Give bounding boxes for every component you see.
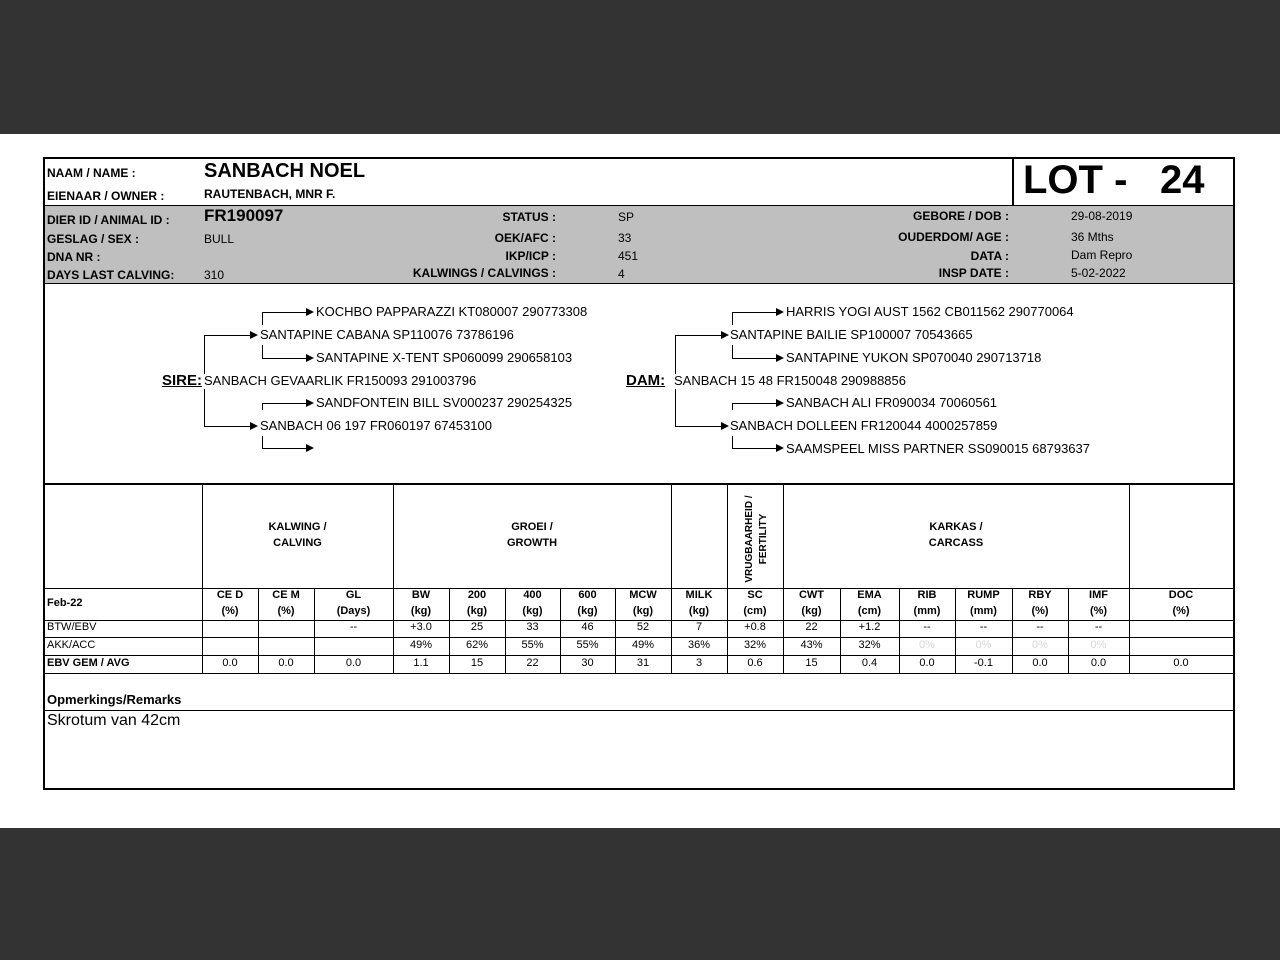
table-cell: -0.1 xyxy=(974,657,993,669)
animal-id: FR190097 xyxy=(204,206,284,225)
table-cell: 49% xyxy=(631,639,655,651)
column-header-unit: (mm) xyxy=(970,605,997,617)
table-cell: 0% xyxy=(1032,639,1048,651)
table-cell: 0% xyxy=(1090,639,1107,651)
sire-dam: SANBACH 06 197 FR060197 67453100 xyxy=(260,418,492,433)
animal-id-label: DIER ID / ANIMAL ID : xyxy=(47,213,170,227)
column-header-unit: (kg) xyxy=(577,605,598,617)
group-carcass: KARKAS / CARCASS xyxy=(928,521,984,549)
column-header-name: 400 xyxy=(523,589,542,601)
table-cell: 31 xyxy=(636,657,650,669)
table-column-divider xyxy=(202,483,203,673)
column-header-unit: (kg) xyxy=(410,605,432,617)
table-cell: 22 xyxy=(805,621,818,633)
remarks-text: Skrotum van 42cm xyxy=(47,712,181,729)
dam-dam-dam: SAAMSPEEL MISS PARTNER SS090015 68793637 xyxy=(786,441,1090,456)
dam-sire: SANTAPINE BAILIE SP100007 70543665 xyxy=(730,327,973,342)
table-cell: +3.0 xyxy=(410,621,432,633)
table-cell: 55% xyxy=(576,639,599,651)
sire: SANBACH GEVAARLIK FR150093 291003796 xyxy=(204,373,477,388)
table-cell: 22 xyxy=(526,657,539,669)
table-cell: -- xyxy=(349,621,358,633)
table-cell: 25 xyxy=(470,621,484,633)
remarks-label: Opmerkings/Remarks xyxy=(47,692,182,707)
afc-label: OEK/AFC : xyxy=(494,231,556,245)
table-cell: 1.1 xyxy=(413,657,429,669)
table-cell: 0.0 xyxy=(278,657,294,669)
column-header-name: RIB xyxy=(917,589,937,601)
table-cell: 7 xyxy=(695,621,703,633)
column-header-name: RUMP xyxy=(967,589,1000,601)
lot-number: 24 xyxy=(1160,158,1205,202)
table-cell: 0.0 xyxy=(345,657,362,669)
column-header-name: CWT xyxy=(798,589,825,601)
column-header-name: MCW xyxy=(629,589,657,601)
lot-label: LOT - xyxy=(1023,158,1128,202)
group-growth: GROEI / GROWTH xyxy=(506,521,558,549)
column-header-name: MILK xyxy=(685,589,713,601)
table-cell: 49% xyxy=(409,639,433,651)
sire-label: SIRE: xyxy=(162,372,203,389)
age-label: OUDERDOM/ AGE : xyxy=(898,230,1009,244)
row-label: AKK/ACC xyxy=(47,639,96,651)
sire-sire-sire: KOCHBO PAPPARAZZI KT080007 290773308 xyxy=(316,304,588,319)
status-label: STATUS : xyxy=(502,210,556,224)
age-value: 36 Mths xyxy=(1071,230,1114,244)
table-cell: 62% xyxy=(465,639,489,651)
ebv-date: Feb-22 xyxy=(47,597,83,609)
column-header-name: CE M xyxy=(272,589,300,601)
sex-label: GESLAG / SEX : xyxy=(47,232,140,246)
table-cell: 0.0 xyxy=(919,657,935,669)
column-header-unit: (kg) xyxy=(632,605,654,617)
table-cell: 55% xyxy=(521,639,544,651)
table-cell: -- xyxy=(979,621,988,633)
table-cell: -- xyxy=(923,621,931,633)
status-value: SP xyxy=(618,210,635,224)
column-header-unit: (kg) xyxy=(522,605,543,617)
calvings-label: KALWINGS / CALVINGS : xyxy=(412,266,556,280)
sex-value: BULL xyxy=(204,232,235,246)
table-cell: +0.8 xyxy=(744,621,766,633)
column-header-unit: (kg) xyxy=(466,605,488,617)
table-cell: 33 xyxy=(526,621,539,633)
table-cell: 43% xyxy=(800,639,823,651)
name-label: NAAM / NAME : xyxy=(47,166,136,180)
owner-label: EIENAAR / OWNER : xyxy=(47,189,165,203)
table-cell: +1.2 xyxy=(858,621,881,633)
column-header-name: SC xyxy=(747,589,763,601)
table-cell: 0.0 xyxy=(1090,657,1107,669)
table-cell: 0.0 xyxy=(222,657,238,669)
afc-value: 33 xyxy=(618,231,632,245)
table-cell: 30 xyxy=(581,657,594,669)
table-cell: 32% xyxy=(858,639,881,651)
table-cell: 0% xyxy=(975,639,992,651)
column-header-unit: (kg) xyxy=(801,605,822,617)
dna-label: DNA NR : xyxy=(47,250,101,264)
group-calving: KALWING / CALVING xyxy=(268,521,327,549)
days-value: 310 xyxy=(204,268,225,282)
table-cell: 0.0 xyxy=(1173,657,1189,669)
table-cell: 15 xyxy=(805,657,818,669)
column-header-unit: (cm) xyxy=(743,605,767,617)
column-header-name: EMA xyxy=(857,589,882,601)
table-cell: 46 xyxy=(581,621,594,633)
table-cell: 0.4 xyxy=(861,657,878,669)
column-header-unit: (%) xyxy=(1031,605,1049,617)
insp-label: INSP DATE : xyxy=(938,266,1009,280)
group-fertility: VRUGBAARHEID / FERTILITY xyxy=(744,495,769,583)
table-cell: 36% xyxy=(687,639,711,651)
animal-name: SANBACH NOEL xyxy=(204,160,366,182)
dob-label: GEBORE / DOB : xyxy=(912,209,1009,223)
data-value: Dam Repro xyxy=(1071,248,1133,262)
sire-dam-sire: SANDFONTEIN BILL SV000237 290254325 xyxy=(316,395,573,410)
column-header-name: DOC xyxy=(1168,589,1194,601)
dam-sire-dam: SANTAPINE YUKON SP070040 290713718 xyxy=(786,350,1042,365)
sire-sire: SANTAPINE CABANA SP110076 73786196 xyxy=(260,327,514,342)
calvings-value: 4 xyxy=(618,267,625,281)
table-cell: 52 xyxy=(636,621,650,633)
table-cell: 32% xyxy=(743,639,767,651)
icp-label: IKP/ICP : xyxy=(505,249,556,263)
table-cell: 3 xyxy=(695,657,703,669)
column-header-unit: (kg) xyxy=(688,605,710,617)
column-header-name: GL xyxy=(345,589,362,601)
column-header-unit: (mm) xyxy=(913,605,941,617)
insp-value: 5-02-2022 xyxy=(1071,266,1126,280)
table-column-divider xyxy=(1129,483,1130,673)
column-header-name: CE D xyxy=(216,589,244,601)
table-cell: 0% xyxy=(919,639,935,651)
sire-sire-dam: SANTAPINE X-TENT SP060099 290658103 xyxy=(316,350,573,365)
row-label: EBV GEM / AVG xyxy=(47,657,130,669)
column-header-name: IMF xyxy=(1089,589,1108,601)
column-header-unit: (%) xyxy=(1172,605,1190,617)
table-cell: -- xyxy=(1036,621,1044,633)
column-header-unit: (cm) xyxy=(857,605,882,617)
table-cell: 15 xyxy=(470,657,484,669)
dam-sire-sire: HARRIS YOGI AUST 1562 CB011562 290770064 xyxy=(786,304,1074,319)
dam-label: DAM: xyxy=(626,372,666,389)
column-header-unit: (%) xyxy=(277,605,295,617)
table-cell: -- xyxy=(1094,621,1103,633)
column-header-unit: (%) xyxy=(221,605,239,617)
column-header-name: 600 xyxy=(578,589,597,601)
column-header-name: 200 xyxy=(467,589,487,601)
icp-value: 451 xyxy=(618,249,639,263)
lot-card xyxy=(43,157,1235,790)
dob-value: 29-08-2019 xyxy=(1071,209,1133,223)
data-label: DATA : xyxy=(970,249,1009,263)
dam: SANBACH 15 48 FR150048 290988856 xyxy=(674,373,906,388)
column-header-unit: (Days) xyxy=(336,605,371,617)
row-label: BTW/EBV xyxy=(47,621,97,633)
column-header-unit: (%) xyxy=(1089,605,1108,617)
dam-dam: SANBACH DOLLEEN FR120044 4000257859 xyxy=(730,418,998,433)
table-cell: 0.0 xyxy=(1032,657,1048,669)
days-label: DAYS LAST CALVING: xyxy=(47,268,175,282)
column-header-name: RBY xyxy=(1028,589,1052,601)
dam-dam-sire: SANBACH ALI FR090034 70060561 xyxy=(786,395,998,410)
table-cell: 0.6 xyxy=(747,657,763,669)
column-header-name: BW xyxy=(411,589,431,601)
owner-name: RAUTENBACH, MNR F. xyxy=(204,187,336,201)
